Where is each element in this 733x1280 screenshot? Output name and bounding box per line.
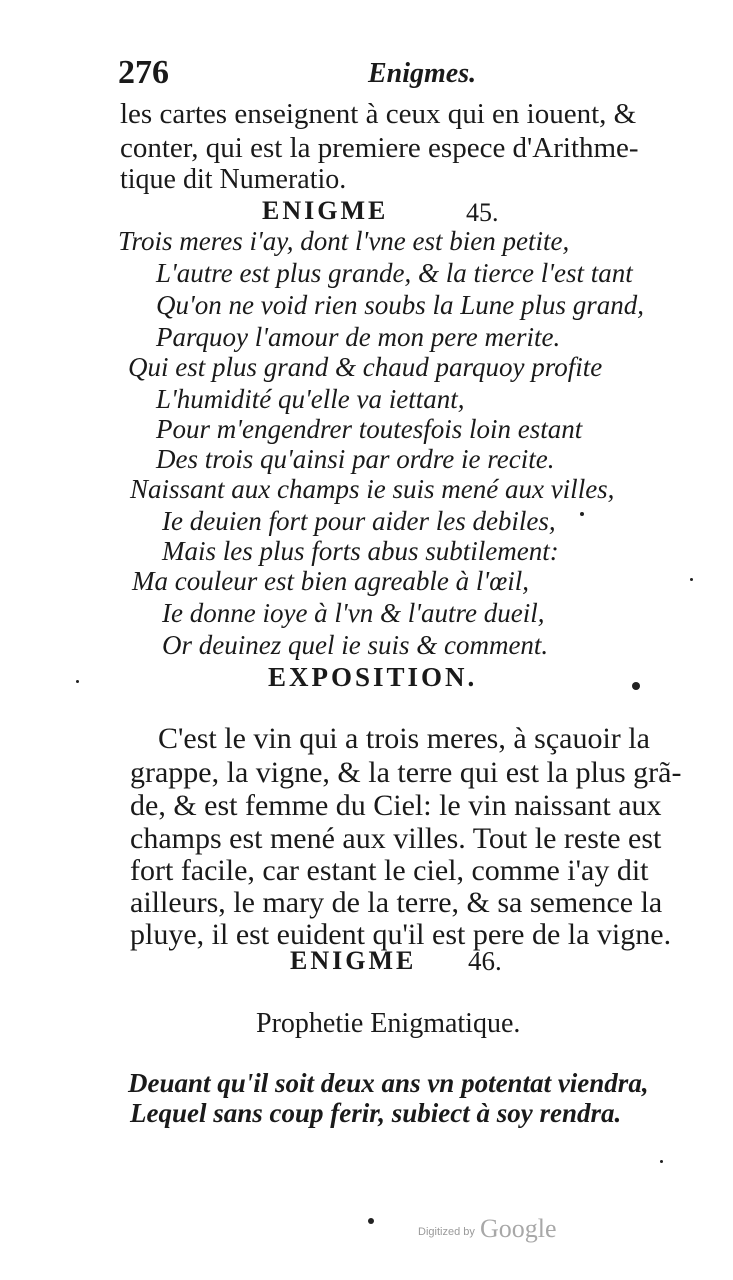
verse-line: Or deuinez quel ie suis & comment. [162, 630, 549, 660]
enigme-46-heading: ENIGME [290, 946, 417, 975]
exposition-line: grappe, la vigne, & la terre qui est la plus grã- [130, 756, 682, 789]
exposition-line: de, & est femme du Ciel: le vin naissant aux [130, 789, 662, 822]
intro-line: tique dit Numeratio. [120, 164, 347, 195]
verse-line: L'humidité qu'elle va iettant, [156, 384, 465, 414]
enigme-45-number: 45. [466, 198, 499, 227]
verse-line: Qu'on ne void rien soubs la Lune plus grand, [156, 290, 645, 320]
ink-speck [368, 1218, 374, 1224]
ink-speck [660, 1160, 663, 1163]
enigme-46-number: 46. [468, 946, 502, 976]
exposition-line: pluye, il est euident qu'il est pere de la vigne. [130, 918, 672, 951]
verse-line: Naissant aux champs ie suis mené aux villes, [130, 474, 615, 504]
exposition-line: C'est le vin qui a trois meres, à sçauoir la [158, 722, 650, 755]
ink-speck [690, 578, 693, 581]
enigme-46-subtitle: Prophetie Enigmatique. [256, 1008, 521, 1039]
intro-line: conter, qui est la premiere espece d'Arithme- [120, 132, 639, 164]
verse-line: Qui est plus grand & chaud parquoy profite [128, 352, 603, 382]
running-title: Enigmes. [368, 58, 477, 89]
google-logo: Google [480, 1214, 557, 1243]
exposition-line: ailleurs, le mary de la terre, & sa semence la [130, 886, 663, 919]
verse-line: Parquoy l'amour de mon pere merite. [156, 322, 561, 352]
digitized-label: Digitized by [418, 1226, 475, 1238]
page-number: 276 [118, 54, 169, 91]
verse-line: Ma couleur est bien agreable à l'œil, [132, 566, 529, 596]
verse-line: Mais les plus forts abus subtilement: [162, 536, 559, 566]
verse-line: Deuant qu'il soit deux ans vn potentat viendra, [128, 1068, 649, 1098]
ink-speck [580, 512, 584, 516]
ink-speck [632, 682, 640, 690]
verse-line: Lequel sans coup ferir, subiect à soy rendra. [130, 1098, 622, 1128]
exposition-heading: EXPOSITION. [268, 662, 478, 692]
verse-line: Pour m'engendrer toutesfois loin estant [156, 414, 583, 444]
verse-line: Ie deuien fort pour aider les debiles, [162, 506, 556, 536]
intro-line: les cartes enseignent à ceux qui en iouent, & [120, 98, 637, 130]
enigme-45-heading: ENIGME [262, 196, 389, 225]
verse-line: Des trois qu'ainsi par ordre ie recite. [156, 444, 555, 474]
verse-line: Trois meres i'ay, dont l'vne est bien petite, [118, 226, 570, 256]
verse-line: Ie donne ioye à l'vn & l'autre dueil, [162, 598, 545, 628]
exposition-line: champs est mené aux villes. Tout le reste est [130, 822, 662, 855]
ink-speck [76, 680, 79, 683]
verse-line: L'autre est plus grande, & la tierce l'est tant [156, 258, 633, 288]
exposition-line: fort facile, car estant le ciel, comme i'ay dit [130, 854, 649, 887]
